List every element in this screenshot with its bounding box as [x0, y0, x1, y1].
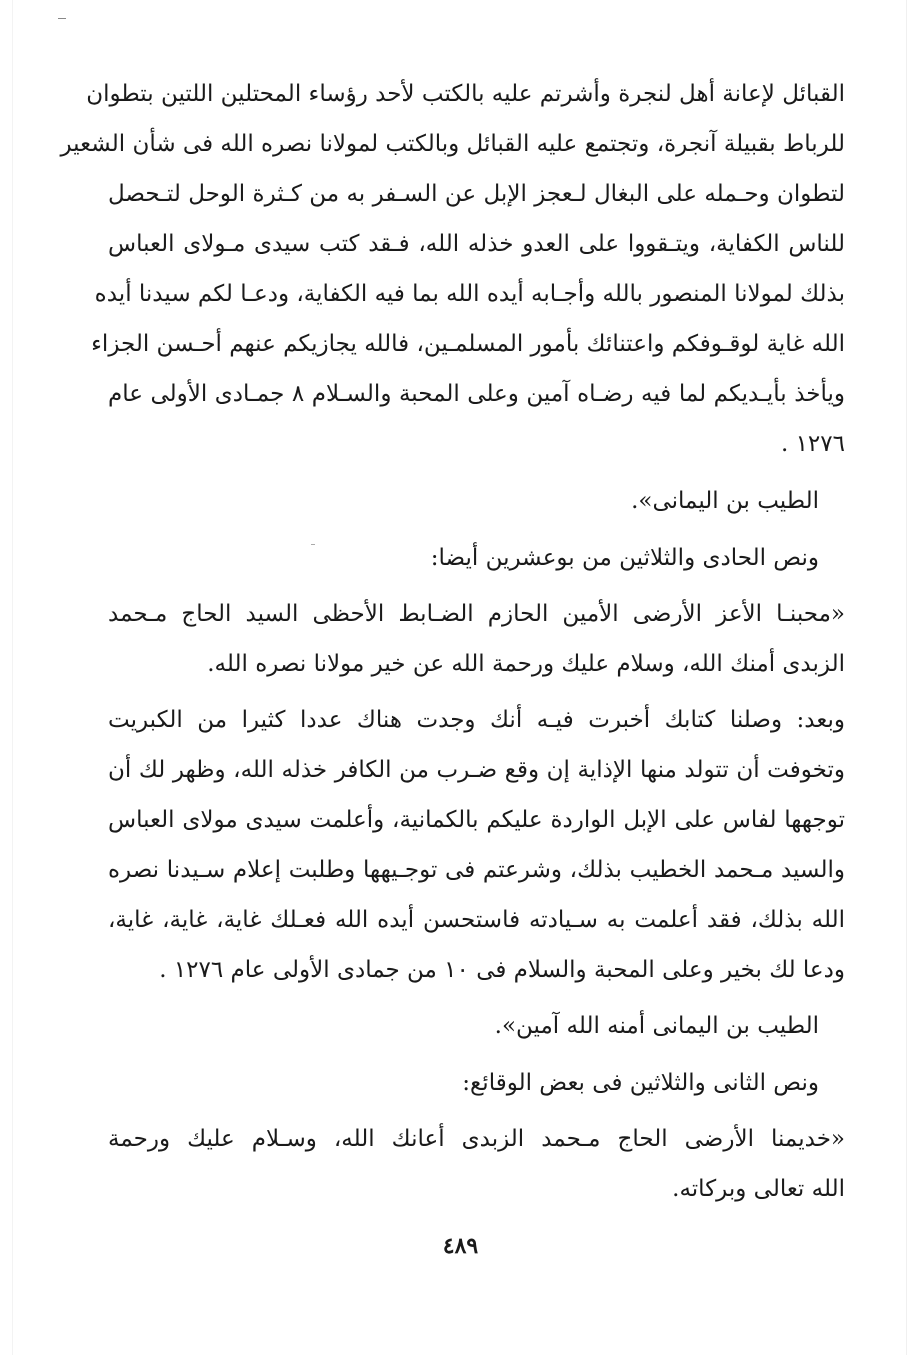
text-line: لتطوان وحـمله على البغال لـعجز الإبل عن السـفر به من كـثرة الوحل لتـحصل [108, 181, 845, 207]
text-line: «خديمنا الأرضى الحاج مـحمد الزبدى أعانك الله، وسـلام عليك ورحمة [108, 1126, 845, 1152]
text-line: الله غاية لوقـوفكم واعتنائك بأمور المسلمـين، فالله يجازيكم عنهم أحـسن الجزاء [91, 331, 845, 357]
text-line: والسيد مـحمد الخطيب بذلك، وشرعتم فى توجـيهها وطلبت إعلام سـيدنا نصره [108, 857, 845, 883]
page-edge-left [12, 0, 13, 1355]
page-number: ٤٨٩ [442, 1233, 479, 1259]
text-line: بذلك لمولانا المنصور بالله وأجـابه أيده الله بما فيه الكفاية، ودعـا لكم سيدنا أيده [94, 281, 845, 307]
text-line: الله تعالى وبركاته. [672, 1176, 845, 1202]
letter-heading: ونص الثانى والثلاثين فى بعض الوقائع: [462, 1070, 819, 1096]
letter-heading: ونص الحادى والثلاثين من بوعشرين أيضا: [430, 545, 819, 571]
signature-line: الطيب بن اليمانى أمنه الله آمين». [494, 1013, 819, 1039]
text-line: للناس الكفاية، ويتـقووا على العدو خذله الله، فـقد كتب سيدى مـولاى العباس [108, 231, 845, 257]
text-line: ويأخذ بأيـديكم لما فيه رضـاه آمين وعلى المحبة والسـلام ٨ جمـادى الأولى عام [108, 381, 846, 407]
text-line: القبائل لإعانة أهل لنجرة وأشرتم عليه بالكتب لأحد رؤساء المحتلين اللتين بتطوان [86, 81, 845, 107]
text-line: الله بذلك، فقد أعلمت به سـيادته فاستحسن أيده الله فعـلك غاية، غاية، غاية، [108, 907, 845, 933]
scan-mark [58, 18, 66, 19]
text-line: توجهها لفاس على الإبل الواردة عليكم بالكمانية، وأعلمت سيدى مولاى العباس [108, 807, 845, 833]
signature-line: الطيب بن اليمانى». [631, 488, 819, 514]
text-line: الزبدى أمنك الله، وسلام عليك ورحمة الله عن خير مولانا نصره الله. [207, 651, 845, 677]
text-line: ١٢٧٦ . [780, 431, 845, 457]
text-line: للرباط بقبيلة آنجرة، وتجتمع عليه القبائل وبالكتب لمولانا نصره الله فى شأن الشعير [60, 131, 845, 157]
text-line: «محبنـا الأعز الأرضى الأمين الحازم الضـابط الأحظى السيد الحاج مـحمد [108, 601, 845, 627]
text-line: وبعد: وصلنا كتابك أخبرت فيـه أنك وجدت هناك عددا كثيرا من الكبريت [108, 707, 845, 733]
scan-speck [311, 544, 315, 545]
text-line: ودعا لك بخير وعلى المحبة والسلام فى ١٠ من جمادى الأولى عام ١٢٧٦ . [159, 957, 845, 983]
text-line: وتخوفت أن تتولد منها الإذاية إن وقع ضـرب من الكافر خذله الله، وظهر لك أن [108, 757, 846, 783]
page-edge-right [906, 0, 907, 1355]
